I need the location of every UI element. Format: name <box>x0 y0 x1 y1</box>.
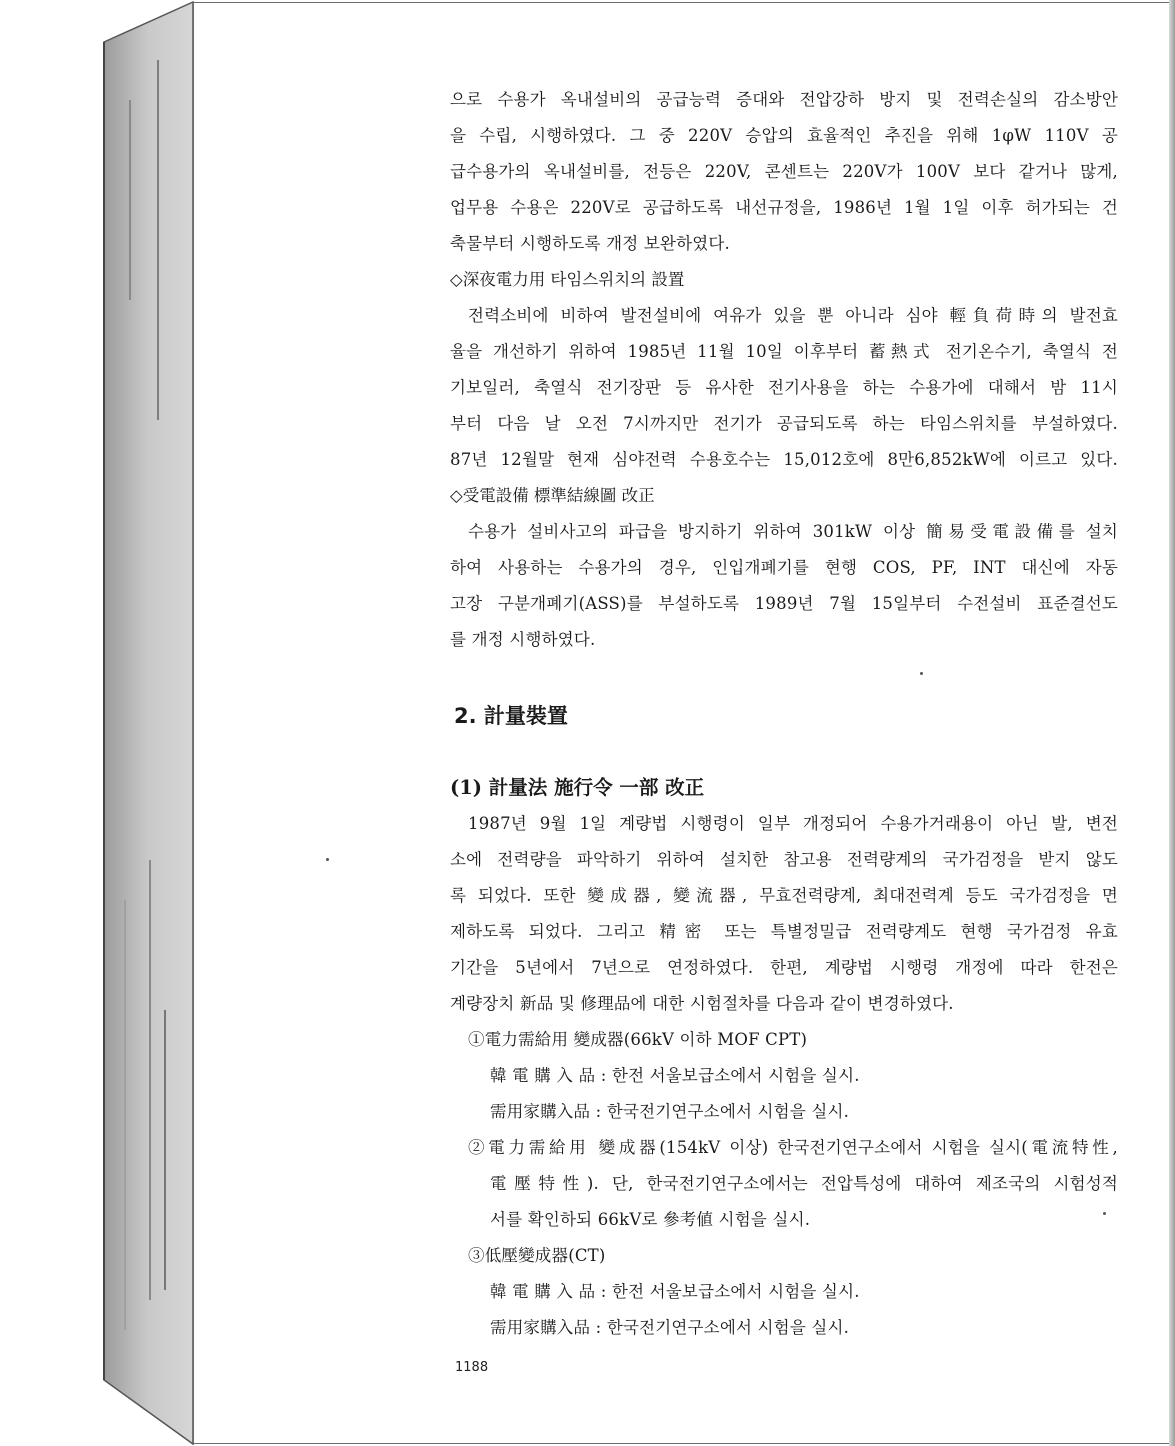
page-edge-shadow <box>1169 0 1175 1446</box>
subsection-title-metering-law: (1) 計量法 施行令 一部 改正 <box>450 776 705 799</box>
paragraph-receiving-equipment <box>450 514 1118 658</box>
text-line: 기간을 5년에서 7년으로 연정하였다. 한편, 계량법 시행령 개정에 따라 한전은 <box>450 958 1118 977</box>
list-item-line: 韓 電 購 入 品 : 한전 서울보급소에서 시험을 실시. <box>490 1066 860 1085</box>
speck <box>326 858 329 861</box>
text-line: 부터 다음 날 오전 7시까지만 전기가 공급되도록 하는 타임스위치를 부설하였다. <box>450 414 1118 433</box>
list-item-line: 電壓特性). 단, 한국전기연구소에서는 전압특성에 대하여 제조국의 시험성적 <box>490 1174 1118 1193</box>
list-item-transformer-66kv <box>450 1022 1118 1130</box>
paragraph-midnight-power <box>450 298 1118 478</box>
text-line: 1987년 9월 1일 계량법 시행령이 일부 개정되어 수용가거래용이 아닌 발, 변전 <box>468 814 1118 833</box>
text-line: 고장 구분개폐기(ASS)를 부설하도록 1989년 7월 15일부터 수전설비 표준결선도 <box>450 594 1118 613</box>
heading-midnight-power-timer: ◇深夜電力用 타임스위치의 設置 <box>450 270 685 289</box>
text-line: 87년 12월말 현재 심야전력 수용호수는 15,012호에 8만6,852kW에 이르고 있다. <box>450 450 1118 469</box>
list-item-low-voltage-ct <box>450 1238 1118 1346</box>
section-title-metering-devices: 2. 計量裝置 <box>454 704 568 728</box>
text-line: 급수용가의 옥내설비를, 전등은 220V, 콘센트는 220V가 100V 보다 같거나 많게, <box>450 162 1118 181</box>
text-line: 으로 수용가 옥내설비의 공급능력 증대와 전압강하 방지 및 전력손실의 감소방안 <box>450 90 1118 109</box>
text-line: 축물부터 시행하도록 개정 보완하였다. <box>450 234 731 253</box>
text-line: 하여 사용하는 수용가의 경우, 인입개폐기를 현행 COS, PF, INT 대신에 자동 <box>450 558 1118 577</box>
paragraph-metering-law <box>450 806 1118 1022</box>
text-line: 기보일러, 축열식 전기장판 등 유사한 전기사용을 하는 수용가에 대해서 밤 11시 <box>450 378 1118 397</box>
document-body <box>450 82 1118 1346</box>
text-line: 을 수립, 시행하였다. 그 중 220V 승압의 효율적인 추진을 위해 1φW 110V 공 <box>450 126 1118 145</box>
text-line: 업무용 수용은 220V로 공급하도록 내선규정을, 1986년 1월 1일 이후 허가되는 건 <box>450 198 1118 217</box>
list-item-transformer-154kv <box>450 1130 1118 1238</box>
list-item-line: 서를 확인하되 66kV로 參考値 시험을 실시. <box>490 1210 811 1229</box>
list-item-line: 需用家購入品 : 한국전기연구소에서 시험을 실시. <box>490 1102 850 1121</box>
text-line: 수용가 설비사고의 파급을 방지하기 위하여 301kW 이상 簡易受電設備를 설치 <box>468 522 1118 541</box>
text-line: 록 되었다. 또한 變成器, 變流器, 무효전력량계, 최대전력계 등도 국가검정을 면 <box>450 886 1118 905</box>
text-line: 소에 전력량을 파악하기 위하여 설치한 참고용 전력량계의 국가검정을 받지 않도 <box>450 850 1118 869</box>
text-line: 를 개정 시행하였다. <box>450 630 596 649</box>
list-item-line: 韓 電 購 入 品 : 한전 서울보급소에서 시험을 실시. <box>490 1282 860 1301</box>
list-item-line: ②電力需給用 變成器(154kV 이상) 한국전기연구소에서 시험을 실시(電流特性, <box>468 1138 1118 1157</box>
page-number: 1188 <box>455 1360 489 1375</box>
text-line: 계량장치 新品 및 修理品에 대한 시험절차를 다음과 같이 변경하였다. <box>450 994 954 1013</box>
text-line: 율을 개선하기 위하여 1985년 11월 10일 이후부터 蓄熱式 전기온수기, 축열식 전 <box>450 342 1118 361</box>
text-line: 제하도록 되었다. 그리고 精密 또는 특별정밀급 전력량계도 현행 국가검정 유효 <box>450 922 1118 941</box>
list-item-title: ③低壓變成器(CT) <box>468 1246 606 1265</box>
text-line: 전력소비에 비하여 발전설비에 여유가 있을 뿐 아니라 심야 輕負荷時의 발전효 <box>468 306 1118 325</box>
list-item-title: ①電力需給用 變成器(66kV 이하 MOF CPT) <box>468 1030 808 1049</box>
list-item-line: 需用家購入品 : 한국전기연구소에서 시험을 실시. <box>490 1318 850 1337</box>
paragraph-supply-capacity <box>450 82 1118 262</box>
book-spine-shading <box>0 0 200 1446</box>
heading-receiving-equipment: ◇受電設備 標準結線圖 改正 <box>450 486 655 505</box>
